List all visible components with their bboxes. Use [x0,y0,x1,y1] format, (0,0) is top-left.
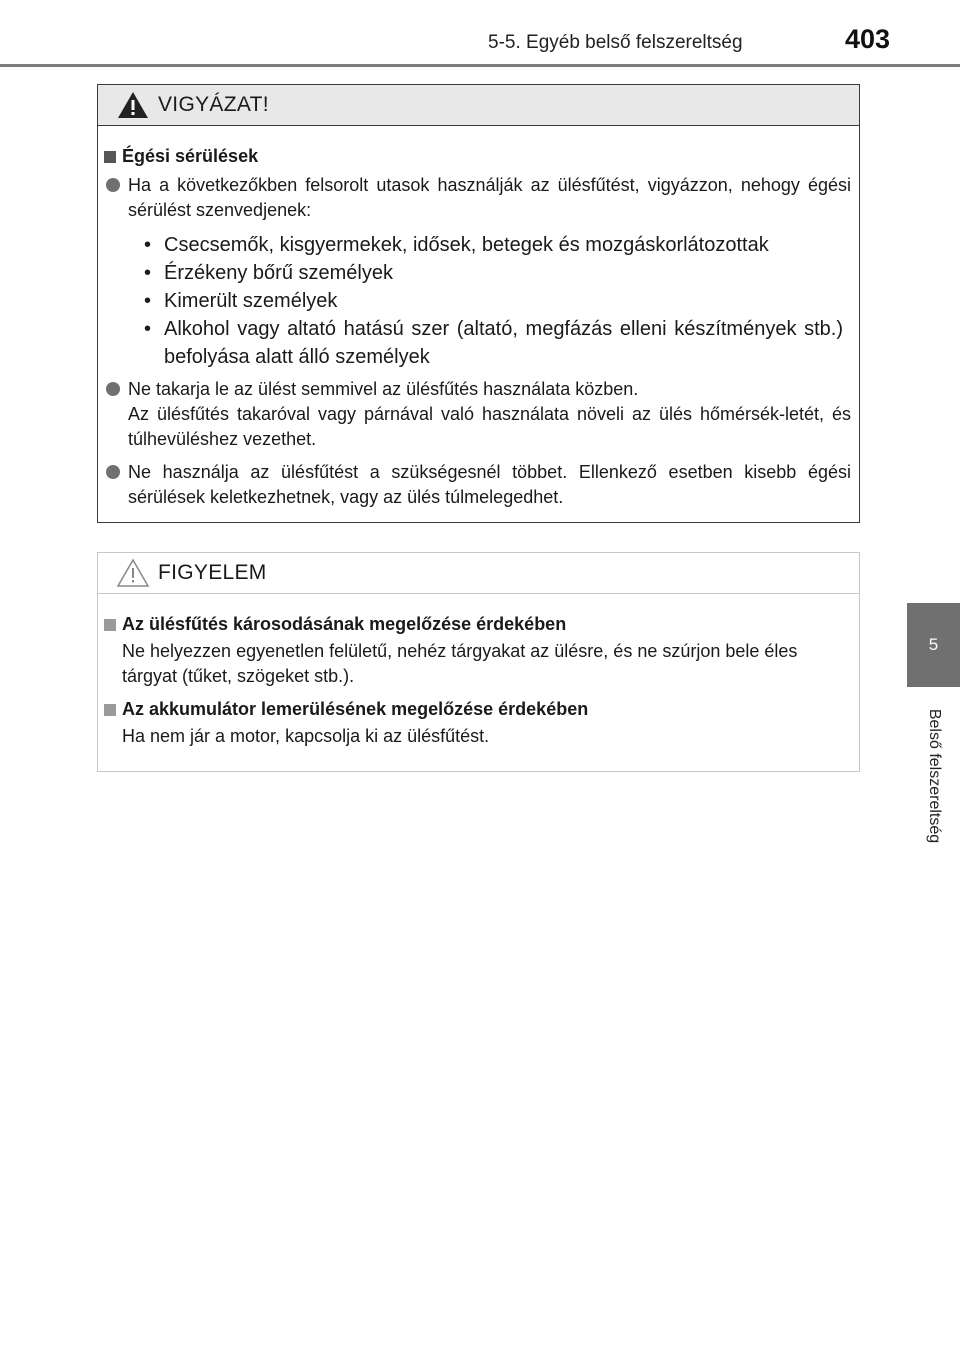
square-bullet-icon [104,151,116,163]
sub-item-text: Kimerült személyek [164,290,338,312]
bullet-text-detail: Az ülésfűtés takaróval vagy párnával való használata növeli az ülés hőmérsék-letét, és túlhevüléshez vezethet. [128,404,851,449]
square-bullet-icon [104,704,116,716]
chapter-number: 5 [928,635,939,654]
page-number: 403 [845,24,891,54]
list-item [104,460,851,510]
bullet-text: Ha a következőkben felsorolt utasok használják az ülésfűtést, vigyázzon, nehogy égési sérülést szenvedjenek: [128,175,851,220]
sub-list-item: • Alkohol vagy altató hatású szer (altató, megfázás elleni készítmények stb.) befolyása alatt álló személyek [144,315,851,371]
sub-list-item: • Érzékeny bőrű személyek [144,259,851,287]
notice-title: FIGYELEM [158,561,267,584]
chapter-tab [907,603,960,687]
caution-title: VIGYÁZAT! [158,93,269,116]
notice-box-header [98,553,859,594]
notice-section-text: Ha nem jár a motor, kapcsolja ki az ülésfűtést. [122,726,490,746]
section-header-title: 5-5. Egyéb belső felszereltség [488,32,743,53]
caution-section-title [104,144,851,169]
warning-triangle-outline-icon [116,558,150,588]
chapter-label: Belső felszereltség [926,708,943,844]
round-bullet-icon [106,178,120,192]
warning-triangle-icon [116,90,150,120]
header-rule [0,64,960,67]
notice-section-title [104,697,851,722]
caution-box [97,84,860,523]
notice-box [97,552,860,772]
notice-section-title-text: Az ülésfűtés károsodásának megelőzése érdekében [122,614,567,634]
list-item [104,173,851,223]
caution-box-header [98,85,859,126]
caution-section-title-text: Égési sérülések [122,146,259,166]
sub-list [144,231,851,371]
notice-section-title [104,612,851,637]
bullet-text: Ne takarja le az ülést semmivel az ülésfűtés használata közben. [128,379,639,399]
round-bullet-icon [106,382,120,396]
round-bullet-icon [106,465,120,479]
notice-section-text: Ne helyezzen egyenetlen felületű, nehéz tárgyakat az ülésre, és ne szúrjon bele éles tárgyat (tűket, szögeket stb.). [122,641,798,686]
list-item [104,377,851,452]
sub-item-text: Érzékeny bőrű személyek [164,262,393,284]
sub-list-item: • Kimerült személyek [144,287,851,315]
sub-list-item: • Csecsemők, kisgyermekek, idősek, betegek és mozgáskorlátozottak [144,231,851,259]
sub-item-text: Alkohol vagy altató hatású szer (altató, megfázás elleni készítmények stb.) befolyása alatt álló személyek [164,318,843,368]
sub-item-text: Csecsemők, kisgyermekek, idősek, betegek és mozgáskorlátozottak [164,234,769,256]
square-bullet-icon [104,619,116,631]
notice-section-title-text: Az akkumulátor lemerülésének megelőzése érdekében [122,699,589,719]
bullet-text: Ne használja az ülésfűtést a szükségesnél többet. Ellenkező esetben kisebb égési sérülések keletkezhetnek, vagy az ülés túlmelegedhet. [128,462,851,507]
